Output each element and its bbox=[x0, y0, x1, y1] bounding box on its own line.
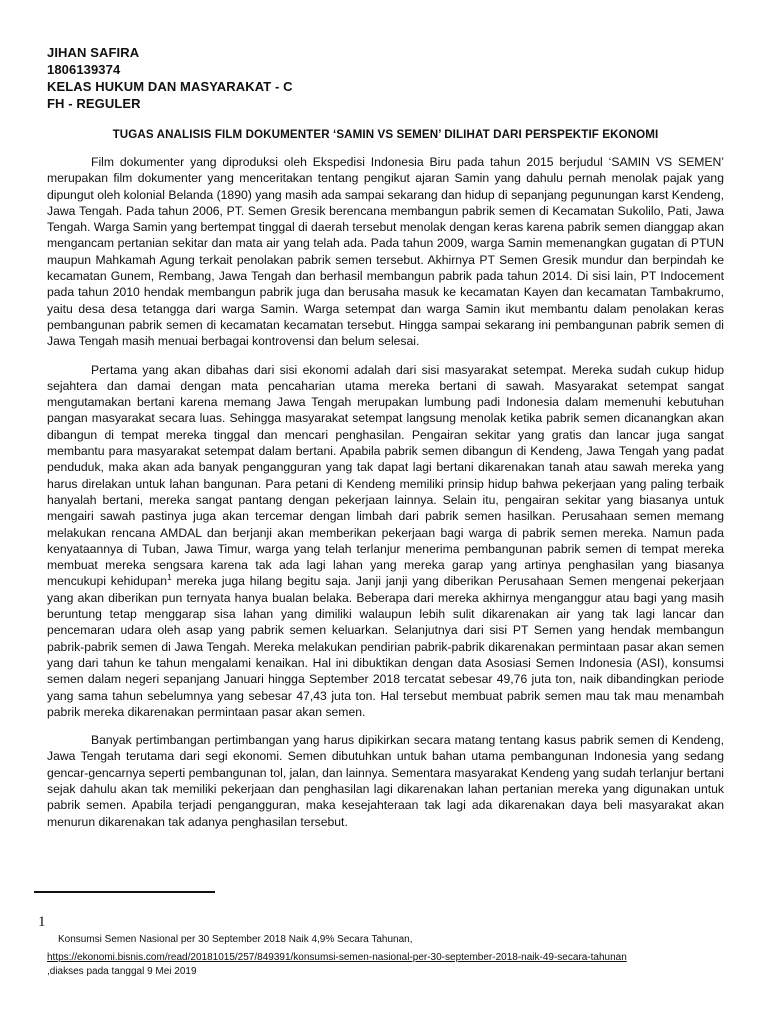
document-page bbox=[47, 44, 724, 842]
footnote-accessed-date: ,diakses pada tanggal 9 Mei 2019 bbox=[47, 966, 197, 977]
paragraph-2-part-a: Pertama yang akan dibahas dari sisi ekonomi adalah dari sisi masyarakat setempat. Mereka sudah cukup hidup sejahtera dan damai dengan mata pencaharian utama mereka bertani di sawah. Masyarakat setempat sangat mengutamakan bertani karena memang Jawa Tengah merupakan lumbung padi Indonesia dalam memenuhi kebutuhan pangan masyarakat secara luas. Sehingga masyarakat setempat langsung menolak ketika pabrik semen dicanangkan akan dibangun di tempat mereka tinggal dan mencari penghasilan. Pengairan sekitar yang gratis dan lancar juga sangat membantu para masyarakat setempat dalam bertani. Apabila pabrik semen dibangun di Kendeng, Jawa Tengah yang padat penduduk, maka akan ada banyak pengangguran yang tak dapat lagi bertani dikarenakan tanah atau sawah mereka yang harus direlakan untuk lahan bangunan. Para petani di Kendeng memiliki prinsip hidup bahwa pekerjaan yang paling terbaik hanyalah bertani, mereka sangat pantang dengan pekerjaan lainnya. Selain itu, pengairan sekitar yang biasanya untuk mengairi sawah pastinya juga akan tercemar dengan limbah dari pabrik semen hasilkan. Perusahaan semen memang melakukan rencana AMDAL dan berjanji akan memberikan pekerjaan bagi warga di pabrik semen mereka. Namun pada kenyataannya di Tuban, Jawa Timur, warga yang telah terlanjur menerima pembangunan pabrik semen di tempat mereka membuat mereka sengsara karena tak ada lagi lahan yang mereka garap yang artinya penghasilan yang biasanya mencukupi kehidupan bbox=[47, 362, 724, 589]
footnote-link[interactable]: https://ekonomi.bisnis.com/read/20181015/257/849391/konsumsi-semen-nasional-per-30-september-2018-naik-49-secara-tahunan bbox=[47, 952, 627, 963]
footnote-divider bbox=[34, 891, 215, 893]
program-name: FH - REGULER bbox=[47, 96, 141, 111]
footnote-reference[interactable]: 1 bbox=[167, 573, 172, 583]
paragraph-3: Banyak pertimbangan pertimbangan yang harus dipikirkan secara matang tentang kasus pabrik semen di Kendeng, Jawa Tengah terutama dari segi ekonomi. Semen dibutuhkan untuk bahan utama pembangunan Indonesia yang sedang gencar-gencarnya seperti pembangunan tol, jalan, dan lainnya. Sementara masyarakat Kendeng yang sudah terlanjur bertani sejak dahulu akan tak memiliki pekerjaan dan penghasilan lagi dikarenakan lahan pertanian mereka yang digunakan untuk pabrik semen. Apabila terjadi pengangguran, maka kesejahteraan tak lagi ada dikarenakan daya beli masyarakat akan menurun dikarenakan tak adanya penghasilan tersebut. bbox=[47, 733, 724, 829]
author-name: JIHAN SAFIRA bbox=[47, 45, 140, 60]
paragraph-2-part-b: mereka juga hilang begitu saja. Janji janji yang diberikan Perusahaan Semen mengenai pekerjaan yang akan diberikan pun ternyata hanya bualan belaka. Beberapa dari mereka akhirnya menganggur atau bagi yang masih beruntung tetap menggarap sisa lahan yang dimiliki walaupun lebih sulit dikarenakan air yang tak lagi lancar dan pencemaran udara oleh asap yang pabrik semen keluarkan. Selanjutnya dari sisi PT Semen yang hendak membangun pabrik-pabrik semen di Jawa Tengah. Mereka melakukan pendirian pabrik-pabrik dikarenakan permintaan pasar akan semen yang dari tahun ke tahun mengalami kenaikan. Hal ini dibuktikan dengan data Asosiasi Semen Indonesia (ASI), konsumsi semen dalam negeri sepanjang Januari hingga September 2018 tercatat sebesar 49,76 juta ton, naik dibandingkan periode yang sama tahun sebelumnya yang sebesar 47,43 juta ton. Hal tersebut membuat pabrik semen mau tak mau menambah pabrik mereka dikarenakan permintaan pasar akan semen. bbox=[47, 574, 724, 719]
class-name: KELAS HUKUM DAN MASYARAKAT - C bbox=[47, 79, 293, 94]
student-id: 1806139374 bbox=[47, 62, 121, 77]
footnote-number: 1 bbox=[38, 914, 46, 930]
footnote-text: Konsumsi Semen Nasional per 30 September 2018 Naik 4,9% Secara Tahunan, bbox=[58, 934, 413, 945]
document-title: TUGAS ANALISIS FILM DOKUMENTER ‘SAMIN VS SEMEN’ DILIHAT DARI PERSPEKTIF EKONOMI bbox=[112, 128, 659, 141]
paragraph-1: Film dokumenter yang diproduksi oleh Ekspedisi Indonesia Biru pada tahun 2015 berjudul ‘SAMIN VS SEMEN’ merupakan film dokumenter yang menceritakan tentang pengikut ajaran Samin yang dahulu pernah menolak pajak yang dipungut oleh kolonial Belanda (1890) yang masih ada sampai sekarang dan hidup di sepanjang pegunungan karst Kendeng, Jawa Tengah. Pada tahun 2006, PT. Semen Gresik berencana membangun pabrik semen di Kecamatan Sukolilo, Pati, Jawa Tengah. Warga Samin yang bertempat tinggal di daerah tersebut menolak dengan keras karena pabrik semen dianggap akan mengancam pertanian sekitar dan mata air yang telah ada. Pada tahun 2009, warga Samin memenangkan gugatan di PTUN maupun Mahkamah Agung terkait penolakan pabrik semen tersebut. Akhirnya PT Semen Gresik mundur dan berpindah ke kecamatan Gunem, Rembang, Jawa Tengah dan berhasil membangun pabrik pada tahun 2014. Di sisi lain, PT Indocement pada tahun 2010 hendak membangun pabrik juga dan berusaha masuk ke kecamatan Kayen dan kecamatan Tambakrumo, yaitu desa desa tetangga dari warga Samin. Warga setempat dan warga Samin ikut membantu dalam penolakan keras pembangunan pabrik semen di kecamatan kecamatan tersebut. Hingga sampai sekarang ini pembangunan pabrik semen di Jawa Tengah masih menuai berbagai kontrovensi dan belum selesai. bbox=[47, 155, 724, 349]
author-header bbox=[47, 44, 724, 112]
paragraph-2 bbox=[47, 362, 724, 721]
